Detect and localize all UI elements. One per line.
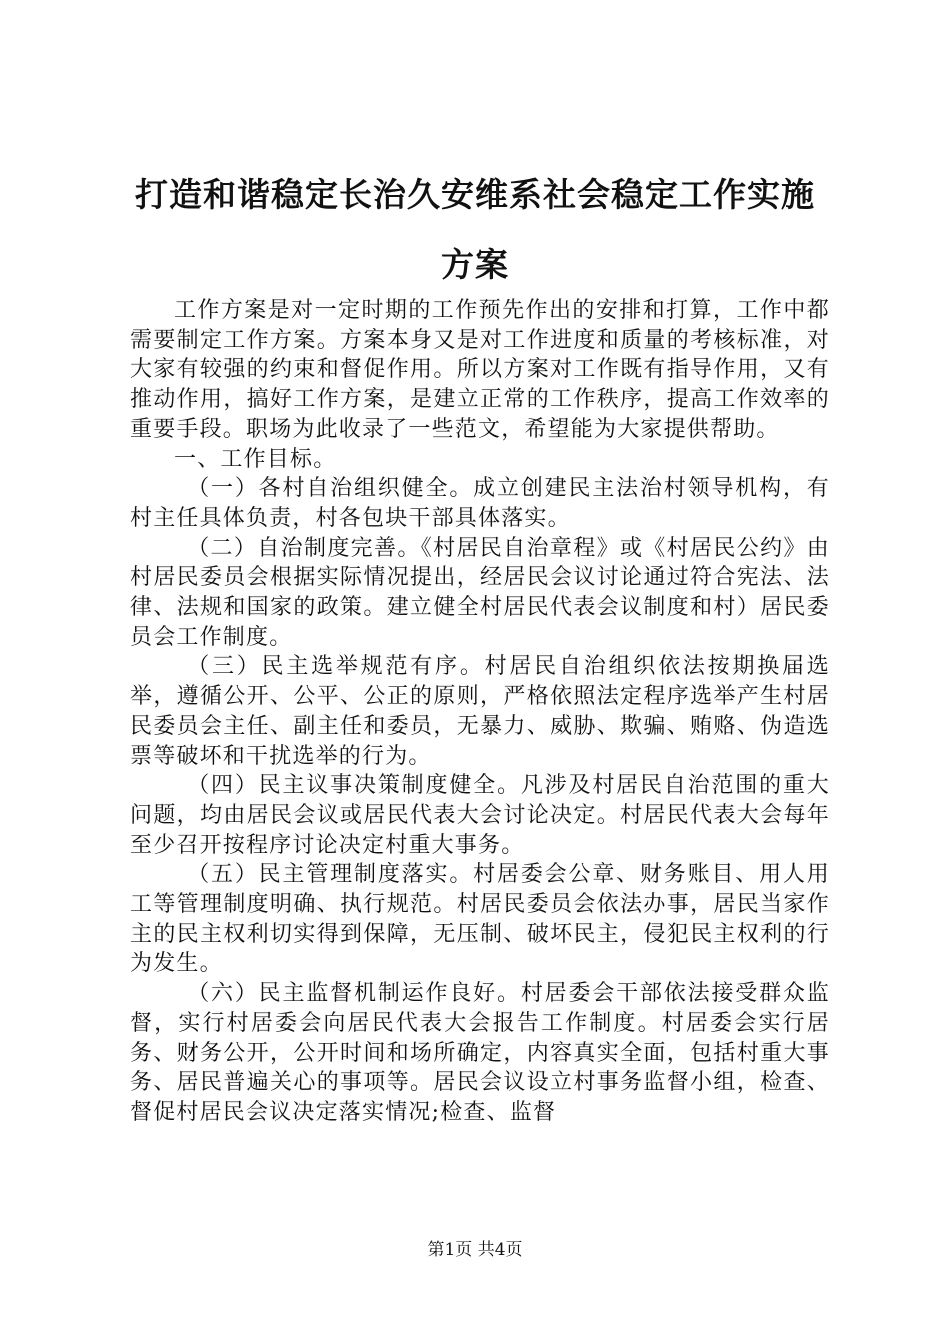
section-heading: 一、工作目标。 [174, 446, 337, 472]
goal-item-3: （三）民主选举规范有序。村居民自治组织依法按期换届选举，遵循公开、公平、公正的原则，严格依照法定程序选举产生村居民委员会主任、副主任和委员，无暴力、威胁、欺骗、贿赂、伪造选票等破坏和干扰选举的行为。 [130, 654, 830, 769]
document-title: 打造和谐稳定长治久安维系社会稳定工作实施方案 [135, 175, 815, 284]
goal-item-1: （一）各村自治组织健全。成立创建民主法治村领导机构，有村主任具体负责，村各包块干部具体落实。 [130, 476, 830, 531]
goal-item-4: （四）民主议事决策制度健全。凡涉及村居民自治范围的重大问题，均由居民会议或居民代表大会讨论决定。村居民代表大会每年至少召开按程序讨论决定村重大事务。 [130, 773, 830, 858]
goal-item-2: （二）自治制度完善。《村居民自治章程》或《村居民公约》由村居民委员会根据实际情况提出，经居民会议讨论通过符合宪法、法律、法规和国家的政策。建立健全村居民代表会议制度和村）居民委员会工作制度。 [130, 535, 830, 650]
intro-paragraph: 工作方案是对一定时期的工作预先作出的安排和打算，工作中都需要制定工作方案。方案本身又是对工作进度和质量的考核标准，对大家有较强的约束和督促作用。所以方案对工作既有指导作用，又有推动作用，搞好工作方案，是建立正常的工作秩序，提高工作效率的重要手段。职场为此收录了一些范文，希望能为大家提供帮助。 [130, 298, 830, 442]
goal-item-5: （五）民主管理制度落实。村居委会公章、财务账目、用人用工等管理制度明确、执行规范。村居民委员会依法办事，居民当家作主的民主权利切实得到保障，无压制、破坏民主，侵犯民主权利的行为发生。 [130, 862, 830, 977]
document-body [130, 296, 830, 1128]
page-footer: 第1页 共4页 [427, 1240, 523, 1260]
goal-item-6: （六）民主监督机制运作良好。村居委会干部依法接受群众监督，实行村居委会向居民代表大会报告工作制度。村居委会实行居务、财务公开，公开时间和场所确定，内容真实全面，包括村重大事务、居民普遍关心的事项等。居民会议设立村事务监督小组，检查、督促村居民会议决定落实情况;检查、监督 [130, 981, 830, 1125]
